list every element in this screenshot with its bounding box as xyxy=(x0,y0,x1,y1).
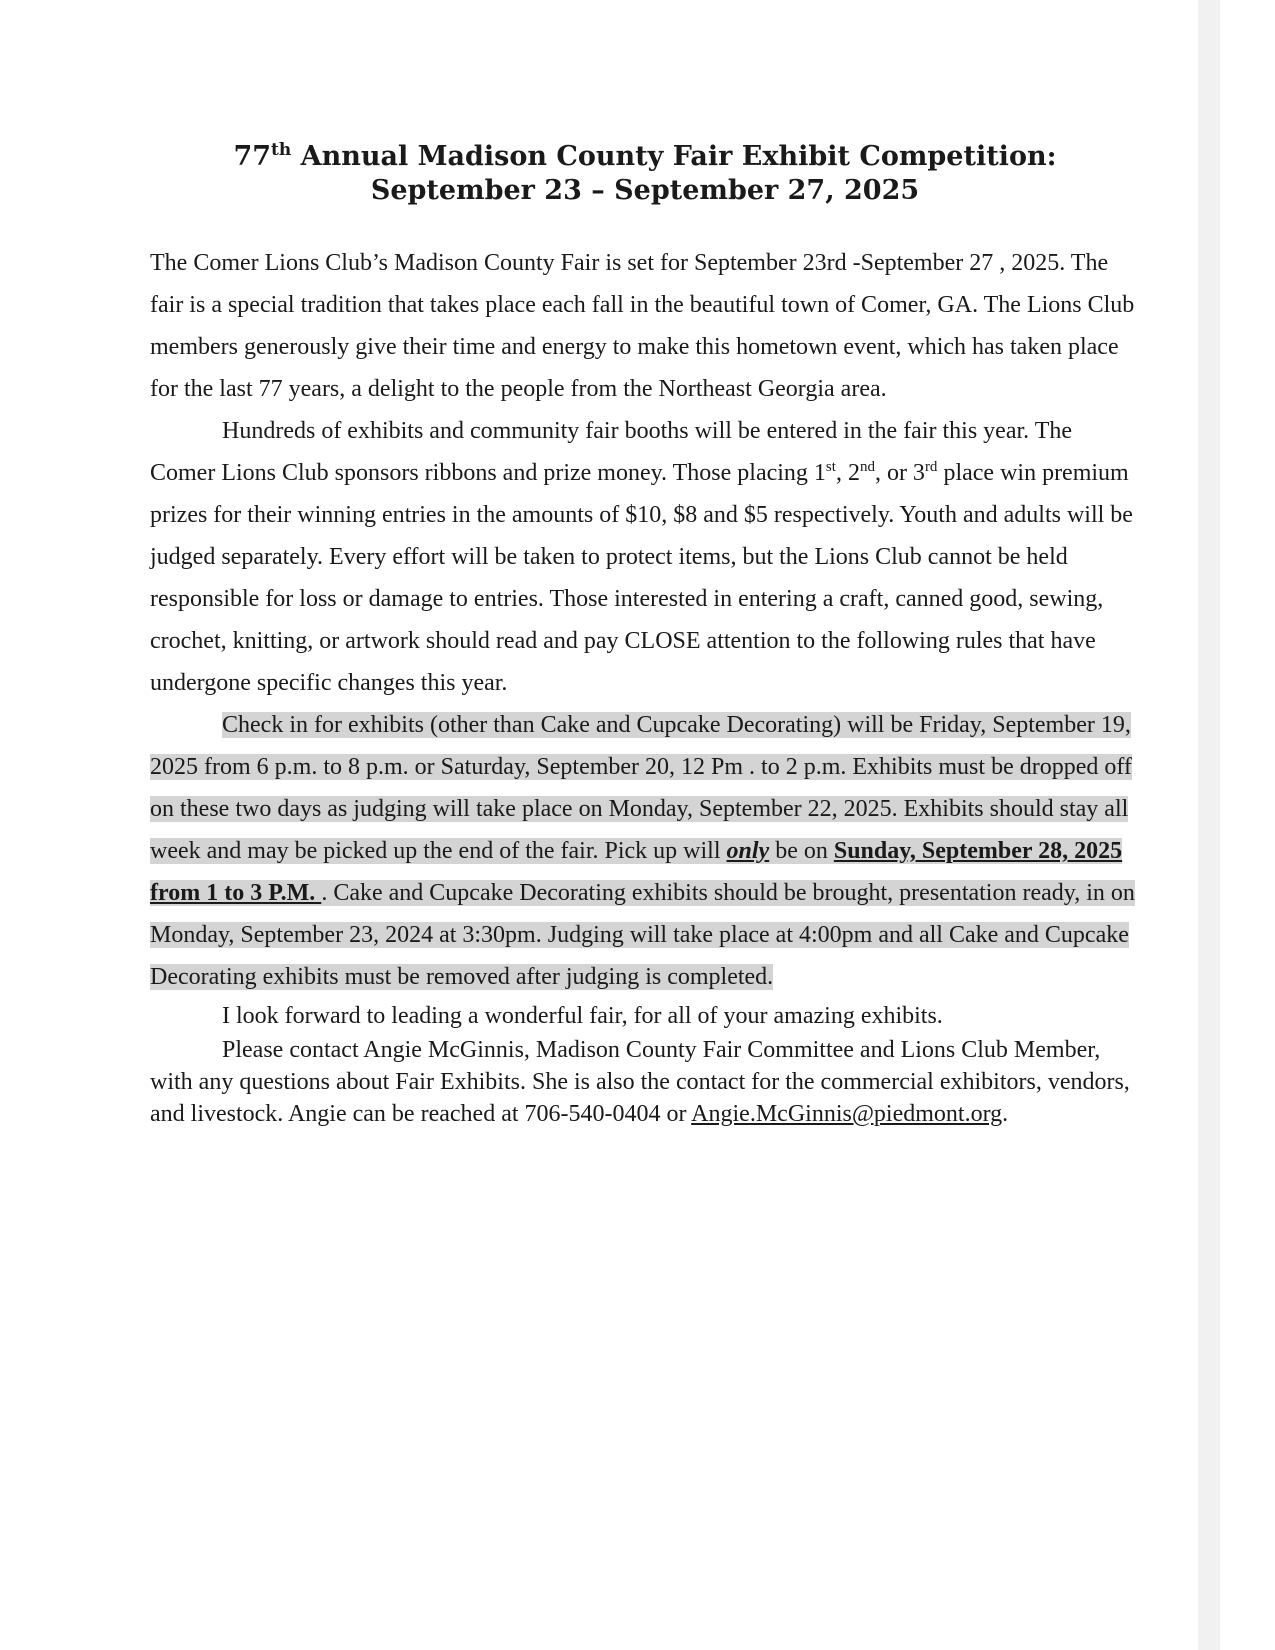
check-in-text-3: . Cake and Cupcake Decorating exhibits should be brought, presentation ready, in on Monday, September 23, 2024 at 3:30pm. Judging will take place at 4:00pm and all Cake and Cupcake Decorating exhibits must be removed after judging is completed. xyxy=(150,880,1135,990)
prizes-sup-2: nd xyxy=(859,459,875,475)
title-line-1 xyxy=(233,141,1056,172)
title-line-2: September 23 – September 27, 2025 xyxy=(370,175,920,206)
paragraph-contact xyxy=(150,1034,1140,1130)
prizes-sup-1: st xyxy=(825,459,836,475)
document-page xyxy=(150,140,1140,1130)
only-emphasis: only xyxy=(726,838,770,864)
check-in-highlight xyxy=(150,712,1135,990)
document-title xyxy=(150,140,1140,208)
contact-end: . xyxy=(1002,1101,1009,1127)
title-ordinal-suffix: th xyxy=(271,140,292,160)
prizes-sup-3: rd xyxy=(924,459,938,475)
pickup-date: Sunday, September 28, 2025 from 1 to 3 P.M. xyxy=(150,838,1123,906)
contact-text: Please contact Angie McGinnis, Madison County Fair Committee and Lions Club Member, with any questions about Fair Exhibits. She is also the contact for the commercial exhibitors, vendors, and livestock. Angie can be reached at 706-540-0404 or xyxy=(150,1037,1130,1127)
check-in-text-2: be on xyxy=(769,838,834,864)
paragraph-prizes xyxy=(150,410,1140,704)
prizes-text-4: place win premium prizes for their winning entries in the amounts of $10, $8 and $5 respectively. Youth and adults will be judged separately. Every effort will be taken to protect items, but the Lions Club cannot be held responsible for loss or damage to entries. Those interested in entering a craft, canned good, sewing, crochet, knitting, or artwork should read and pay CLOSE attention to the following rules that have undergone specific changes this year. xyxy=(150,460,1133,696)
title-line-1-text: Annual Madison County Fair Exhibit Competition: xyxy=(291,141,1057,172)
scan-edge-shadow xyxy=(1198,0,1220,1650)
paragraph-closing: I look forward to leading a wonderful fair, for all of your amazing exhibits. xyxy=(222,1003,943,1029)
check-in-text-1: Check in for exhibits (other than Cake and Cupcake Decorating) will be Friday, September 19, 2025 from 6 p.m. to 8 p.m. or Saturday, September 20, 12 Pm . to 2 p.m. Exhibits must be dropped off on these two days as judging will take place on Monday, September 22, 2025. Exhibits should stay all week and may be picked up the end of the fair. Pick up will xyxy=(150,712,1132,864)
paragraph-intro: The Comer Lions Club’s Madison County Fair is set for September 23rd -September 27 , 2025. The fair is a special tradition that takes place each fall in the beautiful town of Comer, GA. The Lions Club members generously give their time and energy to make this hometown event, which has taken place for the last 77 years, a delight to the people from the Northeast Georgia area. xyxy=(150,250,1135,402)
email-link[interactable]: Angie.McGinnis@piedmont.org xyxy=(691,1101,1003,1127)
paragraph-check-in xyxy=(150,704,1140,998)
prizes-text-2: , 2 xyxy=(835,460,860,486)
title-ordinal-number: 77 xyxy=(233,141,272,172)
prizes-text-3: , or 3 xyxy=(874,460,925,486)
prizes-text-1: Hundreds of exhibits and community fair booths will be entered in the fair this year. The Comer Lions Club sponsors ribbons and prize money. Those placing 1 xyxy=(150,418,1073,486)
